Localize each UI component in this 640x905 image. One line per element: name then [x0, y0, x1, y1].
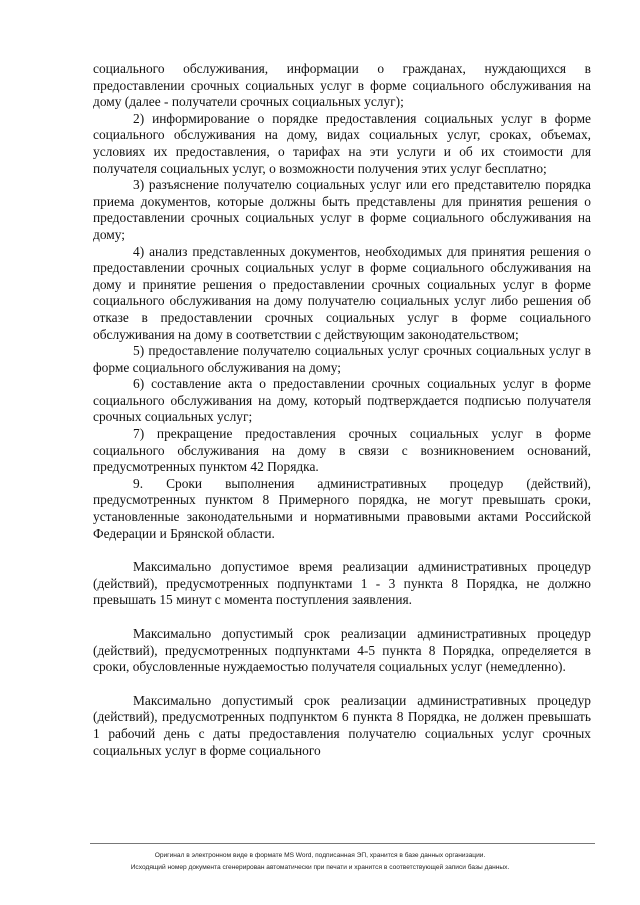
paragraph-item-5: 5) предоставление получателю социальных услуг срочных социальных услуг в форме социального обслуживания на дому;	[93, 343, 591, 375]
paragraph-item-3: 3) разъяснение получателю социальных услуг или его представителю порядка приема документов, которые должны быть представлены для принятия решения о предоставлении срочных социальных услуг в форме социального обслуживания на дому;	[93, 177, 591, 242]
footer-note-original: Оригинал в электронном виде в формате MS Word, подписанная ЭП, хранится в базе данных организации.	[154, 852, 486, 859]
paragraph-continuation: социального обслуживания, информации о гражданах, нуждающихся в предоставлении срочных социальных услуг в форме социального обслуживания на дому (далее - получатели срочных социальных услуг);	[93, 61, 591, 110]
paragraph-time-limit-1: Максимально допустимое время реализации административных процедур (действий), предусмотренных подпунктами 1 - 3 пункта 8 Порядка, не должно превышать 15 минут с момента поступления заявления.	[93, 559, 591, 608]
document-body	[93, 61, 591, 759]
footer-divider	[90, 843, 595, 844]
paragraph-item-6: 6) составление акта о предоставлении срочных социальных услуг в форме социального обслуживания на дому, который подтверждается подписью получателя срочных социальных услуг;	[93, 376, 591, 425]
paragraph-section-9: 9. Сроки выполнения административных процедур (действий), предусмотренных пунктом 8 Примерного порядка, не могут превышать сроки, установленные законодательными и нормативными правовыми актами Российской Федерации и Брянской области.	[93, 475, 591, 541]
paragraph-time-limit-3: Максимально допустимый срок реализации административных процедур (действий), предусмотренных подпунктом 6 пункта 8 Порядка, не должен превышать 1 рабочий день с даты предоставления получателю социальных услуг срочных социальных услуг в форме социального	[93, 692, 591, 758]
footer-note-number: Исходящий номер документа сгенерирован автоматически при печати и хранится в соответствующей записи базы данных.	[130, 864, 510, 871]
paragraph-item-2: 2) информирование о порядке предоставления социальных услуг в форме социального обслуживания на дому, видах социальных услуг, сроках, объемах, условиях их предоставления, о тарифах на эти услуги и об их стоимости для получателя социальных услуг, о возможности получения этих услуг бесплатно;	[93, 110, 591, 176]
paragraph-item-4: 4) анализ представленных документов, необходимых для принятия решения о предоставлении срочных социальных услуг в форме социального обслуживания на дому и принятие решения о предоставлении срочных социальных услуг в форме социального обслуживания на дому получателю социальных услуг либо решения об отказе в предоставлении срочных социальных услуг в форме социального обслуживания на дому в соответствии с действующим законодательством;	[93, 243, 591, 342]
paragraph-time-limit-2: Максимально допустимый срок реализации административных процедур (действий), предусмотренных подпунктами 4-5 пункта 8 Порядка, определяется в сроки, обусловленные нуждаемостью получателя социальных услуг (немедленно).	[93, 626, 591, 675]
paragraph-item-7: 7) прекращение предоставления срочных социальных услуг в форме социального обслуживания на дому в связи с возникновением оснований, предусмотренных пунктом 42 Порядка.	[93, 426, 591, 475]
